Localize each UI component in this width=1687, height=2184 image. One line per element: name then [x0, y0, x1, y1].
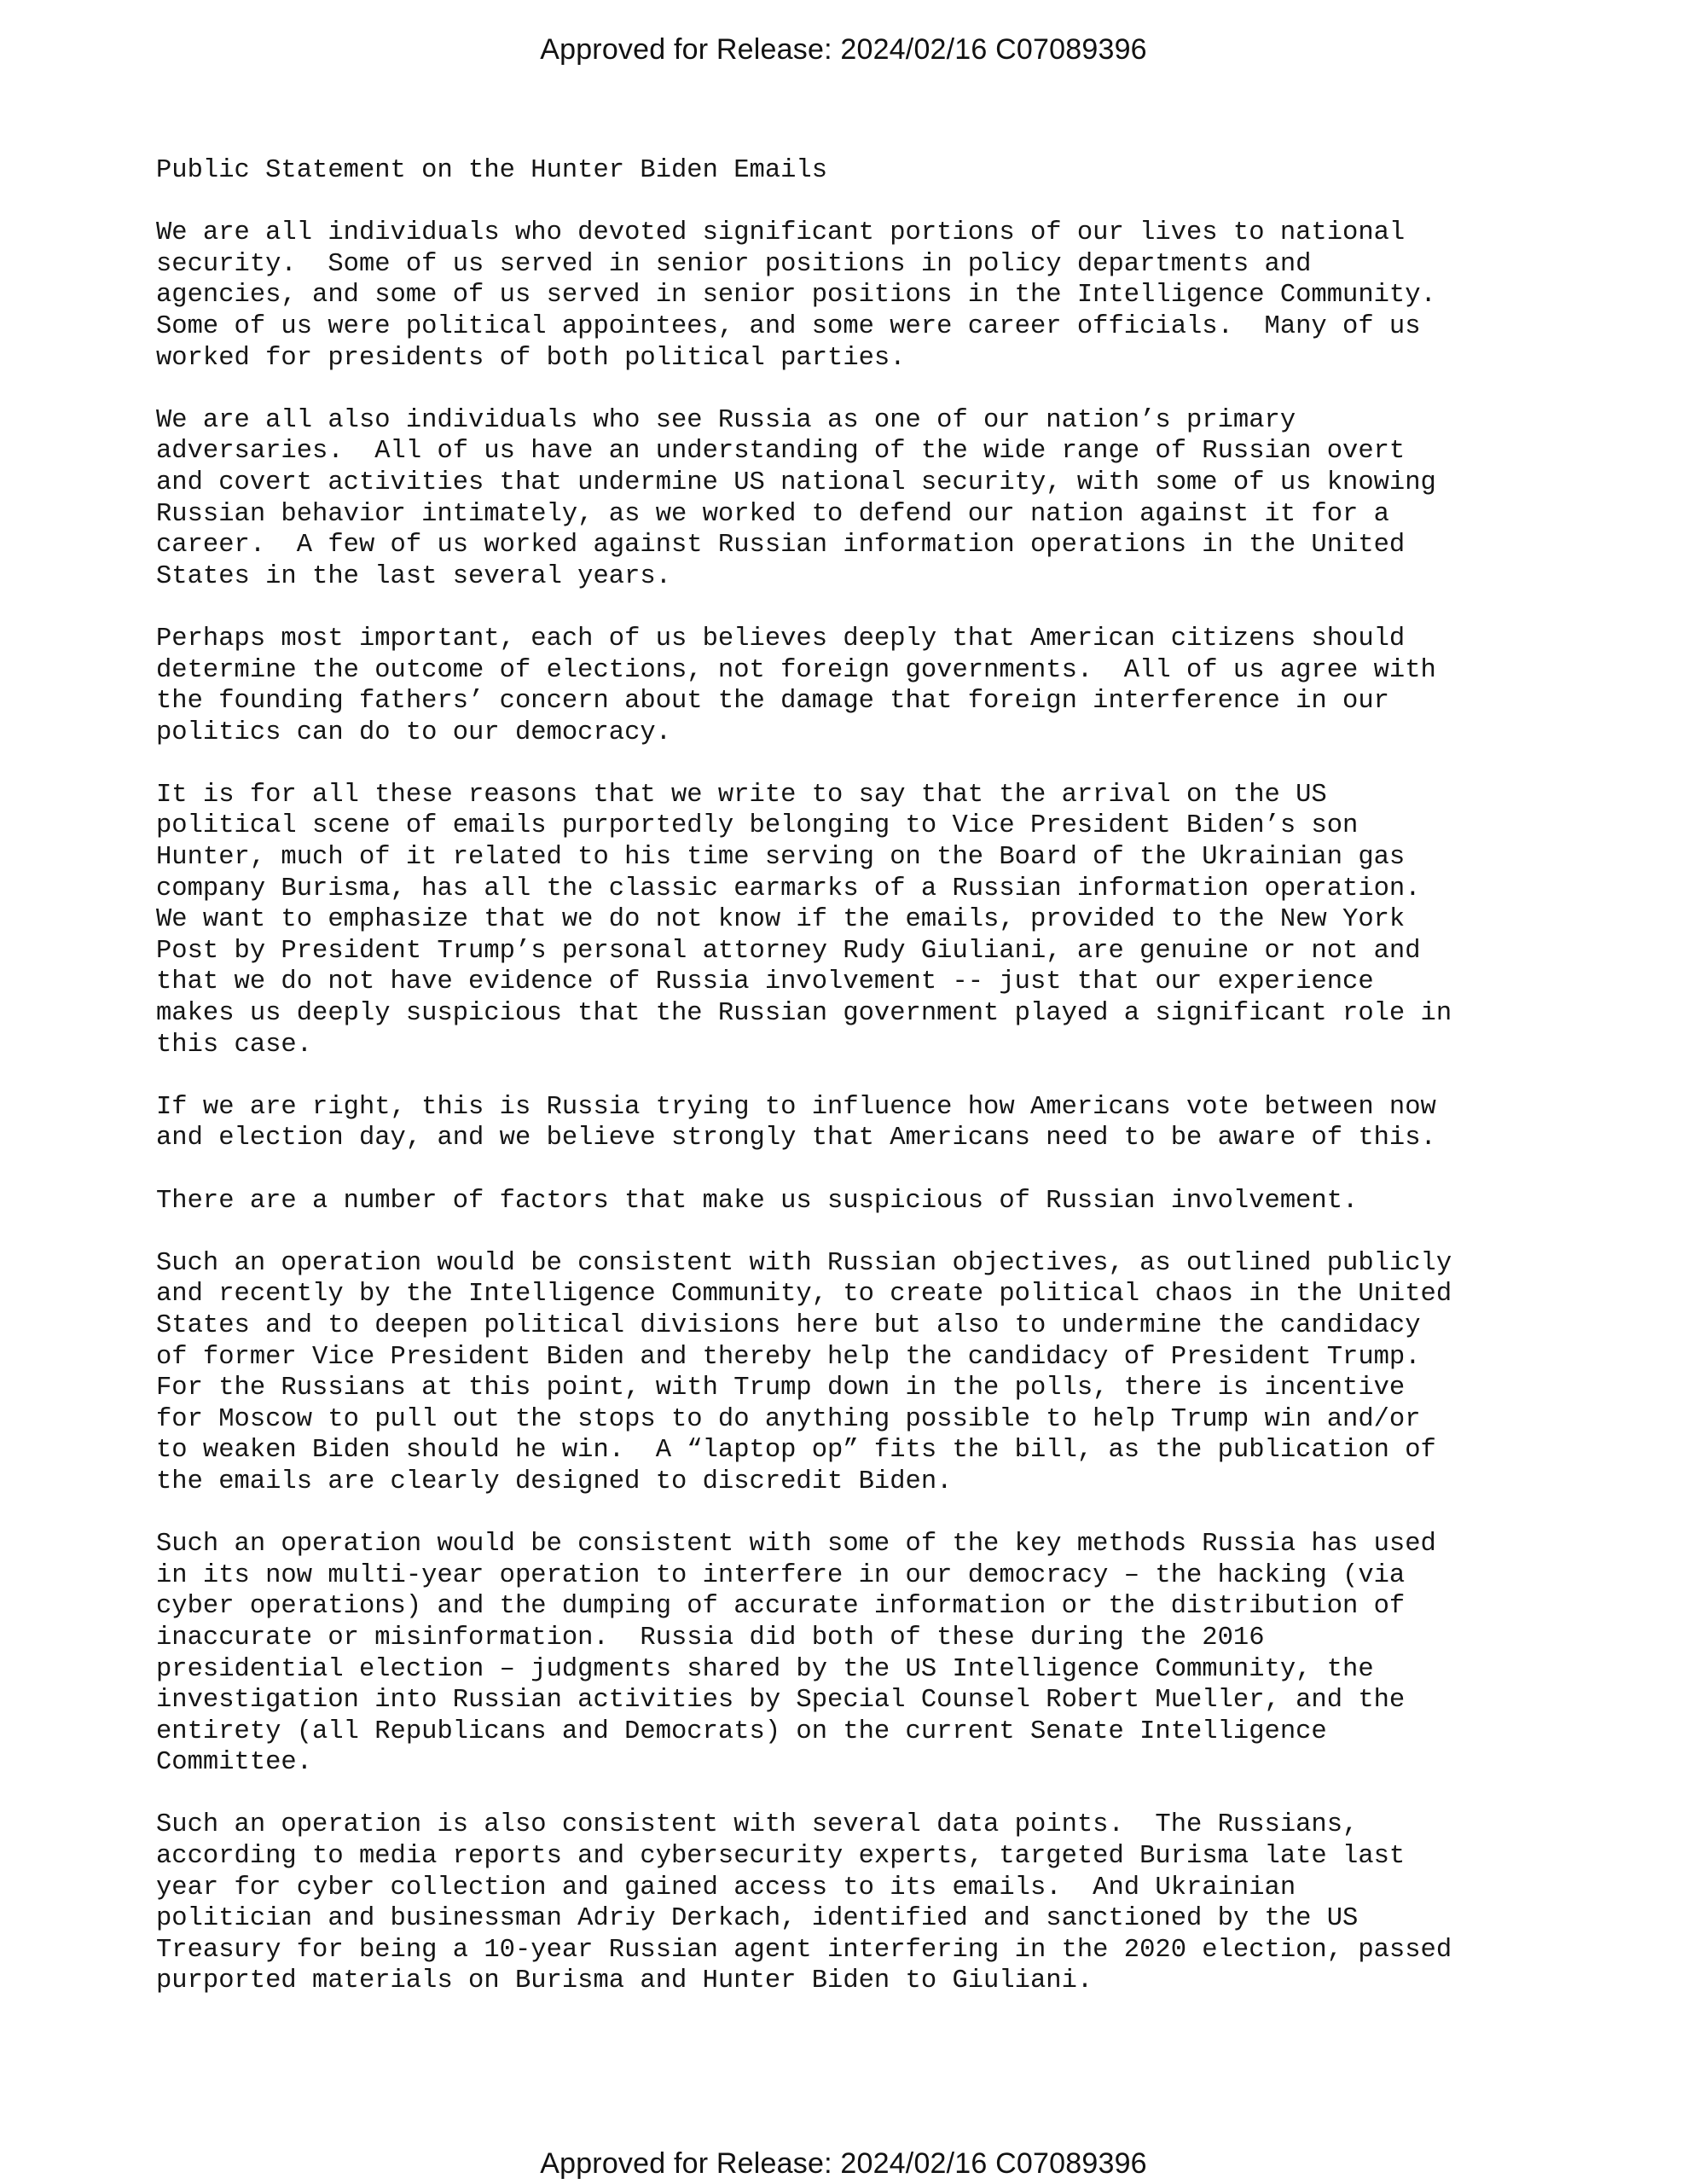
paragraph-line: political scene of emails purportedly belonging to Vice President Biden’s son — [156, 811, 1359, 841]
paragraph — [156, 218, 1606, 374]
paragraph-line: and recently by the Intelligence Community, to create political chaos in the United — [156, 1280, 1452, 1310]
paragraph-line: Hunter, much of it related to his time serving on the Board of the Ukrainian gas — [156, 843, 1406, 873]
document-title: Public Statement on the Hunter Biden Emails — [156, 156, 828, 185]
paragraph-line: the founding fathers’ concern about the damage that foreign interference in our — [156, 687, 1389, 717]
paragraph-line: inaccurate or misinformation. Russia did both of these during the 2016 — [156, 1623, 1265, 1653]
paragraph-list — [156, 218, 1606, 1997]
paragraph-line: for Moscow to pull out the stops to do anything possible to help Trump win and/or — [156, 1404, 1421, 1434]
paragraph — [156, 1248, 1606, 1498]
paragraph-line: If we are right, this is Russia trying to influence how Americans vote between now — [156, 1092, 1436, 1122]
paragraph — [156, 1186, 1606, 1217]
paragraph-line: It is for all these reasons that we write to say that the arrival on the US — [156, 780, 1327, 810]
paragraph-line: Post by President Trump’s personal attorney Rudy Giuliani, are genuine or not and — [156, 936, 1421, 966]
paragraph-line: Some of us were political appointees, and some were career officials. Many of us — [156, 311, 1421, 341]
paragraph-line: Russian behavior intimately, as we worked to defend our nation against it for a — [156, 499, 1389, 529]
paragraph-line: this case. — [156, 1030, 313, 1060]
paragraph-line: that we do not have evidence of Russia involvement -- just that our experience — [156, 967, 1374, 997]
paragraph-line: and election day, and we believe strongly that Americans need to be aware of this. — [156, 1124, 1436, 1153]
paragraph-line: Such an operation would be consistent with Russian objectives, as outlined publicly — [156, 1248, 1452, 1278]
paragraph-line: States in the last several years. — [156, 561, 671, 591]
paragraph-line: of former Vice President Biden and thereby help the candidacy of President Trump. — [156, 1342, 1421, 1372]
paragraph-line: We are all also individuals who see Russia as one of our nation’s primary — [156, 405, 1296, 435]
paragraph-line: Such an operation is also consistent with several data points. The Russians, — [156, 1810, 1359, 1840]
paragraph-line: presidential election – judgments shared by the US Intelligence Community, the — [156, 1654, 1374, 1684]
paragraph-line: career. A few of us worked against Russian information operations in the United — [156, 531, 1406, 561]
paragraph-line: agencies, and some of us served in senior positions in the Intelligence Community. — [156, 281, 1436, 311]
paragraph-line: year for cyber collection and gained access to its emails. And Ukrainian — [156, 1873, 1296, 1902]
paragraph-line: in its now multi-year operation to interfere in our democracy – the hacking (via — [156, 1560, 1406, 1590]
paragraph-line: politician and businessman Adriy Derkach, identified and sanctioned by the US — [156, 1904, 1359, 1934]
paragraph — [156, 780, 1606, 1060]
paragraph-line: adversaries. All of us have an understanding of the wide range of Russian overt — [156, 437, 1406, 467]
paragraph-line: Such an operation would be consistent with some of the key methods Russia has used — [156, 1530, 1436, 1560]
paragraph-line: according to media reports and cybersecurity experts, targeted Burisma late last — [156, 1842, 1406, 1872]
paragraph-line: company Burisma, has all the classic earmarks of a Russian information operation. — [156, 874, 1421, 903]
paragraph — [156, 1529, 1606, 1779]
paragraph — [156, 1809, 1606, 1997]
paragraph-line: to weaken Biden should he win. A “laptop op” fits the bill, as the publication of — [156, 1436, 1436, 1466]
document-body — [156, 155, 1606, 2029]
paragraph — [156, 624, 1606, 748]
paragraph-line: worked for presidents of both political parties. — [156, 343, 906, 373]
paragraph-line: security. Some of us served in senior positions in policy departments and — [156, 249, 1312, 279]
paragraph-line: investigation into Russian activities by Special Counsel Robert Mueller, and the — [156, 1686, 1406, 1716]
paragraph-line: entirety (all Republicans and Democrats) on the current Senate Intelligence — [156, 1716, 1327, 1746]
paragraph-line: determine the outcome of elections, not foreign governments. All of us agree with — [156, 655, 1436, 685]
paragraph-line: We want to emphasize that we do not know if the emails, provided to the New York — [156, 905, 1406, 935]
paragraph-line: purported materials on Burisma and Hunter Biden to Giuliani. — [156, 1966, 1093, 1996]
paragraph — [156, 1092, 1606, 1154]
paragraph-line: States and to deepen political divisions here but also to undermine the candidacy — [156, 1310, 1421, 1340]
paragraph-line: cyber operations) and the dumping of accurate information or the distribution of — [156, 1592, 1406, 1622]
release-stamp-header: Approved for Release: 2024/02/16 C07089396 — [540, 33, 1147, 66]
paragraph-line: Committee. — [156, 1748, 313, 1778]
paragraph-line: Treasury for being a 10-year Russian agent interfering in the 2020 election, passed — [156, 1935, 1452, 1965]
paragraph-line: We are all individuals who devoted significant portions of our lives to national — [156, 218, 1406, 248]
paragraph-line: For the Russians at this point, with Trump down in the polls, there is incentive — [156, 1374, 1406, 1403]
paragraph-line: politics can do to our democracy. — [156, 717, 671, 747]
paragraph-line: the emails are clearly designed to discredit Biden. — [156, 1467, 953, 1496]
paragraph-line: There are a number of factors that make us suspicious of Russian involvement. — [156, 1186, 1359, 1216]
paragraph-line: makes us deeply suspicious that the Russian government played a significant role in — [156, 999, 1452, 1029]
paragraph-line: Perhaps most important, each of us believes deeply that American citizens should — [156, 624, 1406, 653]
paragraph-line: and covert activities that undermine US national security, with some of us knowing — [156, 468, 1436, 497]
paragraph — [156, 405, 1606, 593]
release-stamp-footer: Approved for Release: 2024/02/16 C07089396 — [540, 2147, 1147, 2180]
